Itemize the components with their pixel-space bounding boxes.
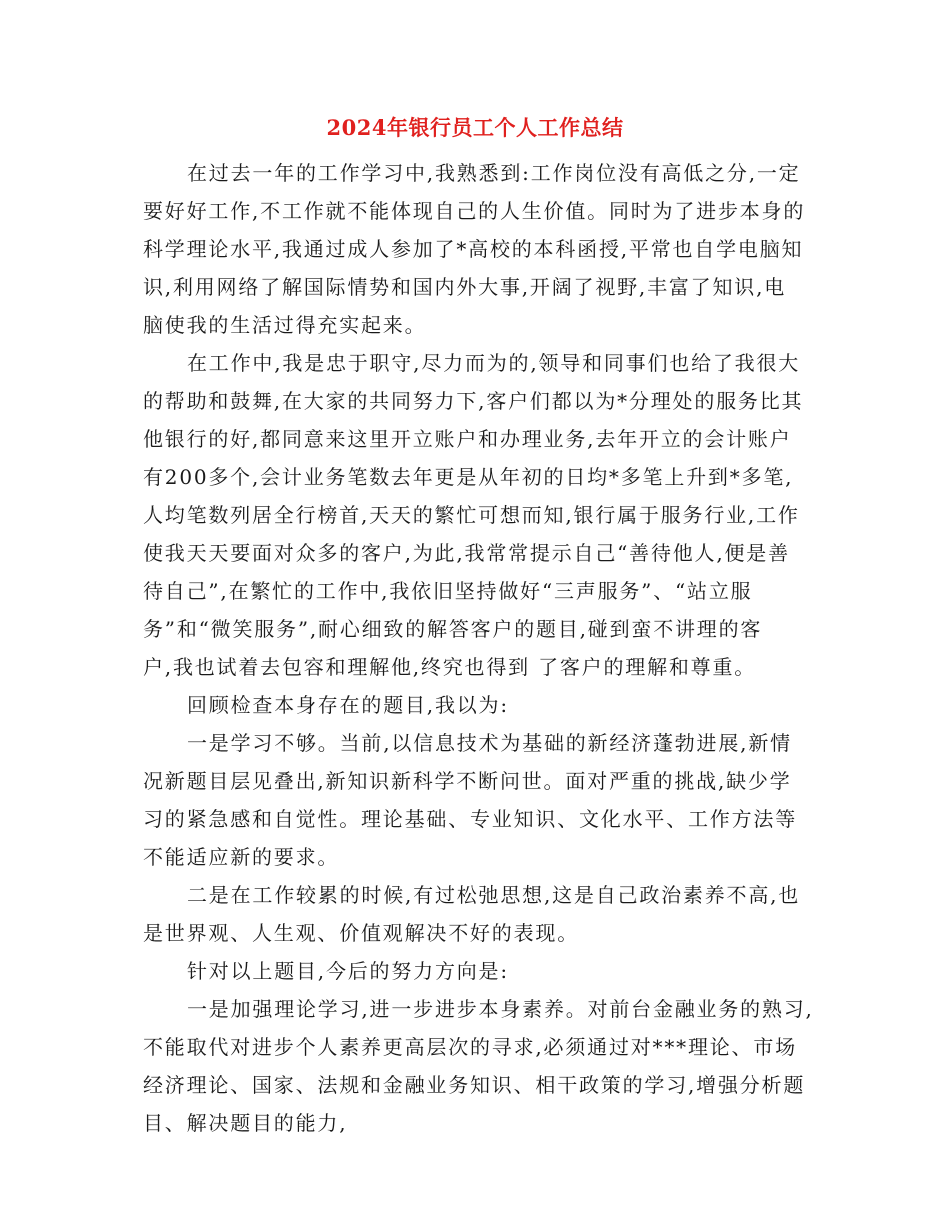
text-line: 回顾检查本身存在的题目,我以为: bbox=[187, 693, 509, 717]
text-line: 不能适应新的要求。 bbox=[143, 845, 340, 869]
document-title: 2024年银行员工个人工作总结 bbox=[326, 115, 624, 140]
text-line: 况新题目层见叠出,新知识新科学不断问世。面对严重的挑战,缺少学 bbox=[143, 769, 792, 793]
text-line: 要好好工作,不工作就不能体现自己的人生价值。同时为了进步本身的 bbox=[143, 199, 806, 223]
text-line: 一是加强理论学习,进一步进步本身素养。对前台金融业务的熟习, bbox=[187, 997, 814, 1021]
text-line: 使我天天要面对众多的客户,为此,我常常提示自己“善待他人,便是善 bbox=[143, 541, 790, 565]
text-line: 不能取代对进步个人素养更高层次的寻求,必须通过对***理论、市场 bbox=[143, 1035, 797, 1059]
text-line: 二是在工作较累的时候,有过松弛思想,这是自己政治素养不高,也 bbox=[187, 883, 801, 907]
text-line: 目、解决题目的能力, bbox=[143, 1111, 348, 1135]
text-line: 习的紧急感和自觉性。理论基础、专业知识、文化水平、工作方法等 bbox=[143, 807, 797, 831]
text-line: 经济理论、国家、法规和金融业务知识、相干政策的学习,增强分析题 bbox=[143, 1073, 806, 1097]
text-line: 识,利用网络了解国际情势和国内外大事,开阔了视野,丰富了知识,电 bbox=[143, 275, 787, 299]
text-line: 的帮助和鼓舞,在大家的共同努力下,客户们都以为*分理处的服务比其 bbox=[143, 389, 804, 413]
text-line: 在工作中,我是忠于职守,尽力而为的,领导和同事们也给了我很大 bbox=[187, 351, 801, 375]
text-line: 待自己”,在繁忙的工作中,我依旧坚持做好“三声服务”、“站立服 bbox=[143, 579, 753, 603]
text-line: 他银行的好,都同意来这里开立账户和办理业务,去年开立的会计账户 bbox=[143, 427, 792, 451]
text-line: 一是学习不够。当前,以信息技术为基础的新经济蓬勃进展,新情 bbox=[187, 731, 792, 755]
text-line: 务”和“微笑服务”,耐心细致的解答客户的题目,碰到蛮不讲理的客 bbox=[143, 617, 763, 641]
text-line: 有200多个,会计业务笔数去年更是从年初的日均*多笔上升到*多笔, bbox=[143, 465, 794, 489]
text-line: 针对以上题目,今后的努力方向是: bbox=[187, 959, 509, 983]
text-line: 科学理论水平,我通过成人参加了*高校的本科函授,平常也自学电脑知 bbox=[143, 237, 804, 261]
text-line: 在过去一年的工作学习中,我熟悉到:工作岗位没有高低之分,一定 bbox=[187, 161, 801, 185]
text-line: 人均笔数列居全行榜首,天天的繁忙可想而知,银行属于服务行业,工作 bbox=[143, 503, 800, 527]
text-line: 脑使我的生活过得充实起来。 bbox=[143, 313, 427, 337]
text-line: 是世界观、人生观、价值观解决不好的表现。 bbox=[143, 921, 579, 945]
text-line: 户,我也试着去包容和理解他,终究也得到 了客户的理解和尊重。 bbox=[143, 655, 757, 679]
